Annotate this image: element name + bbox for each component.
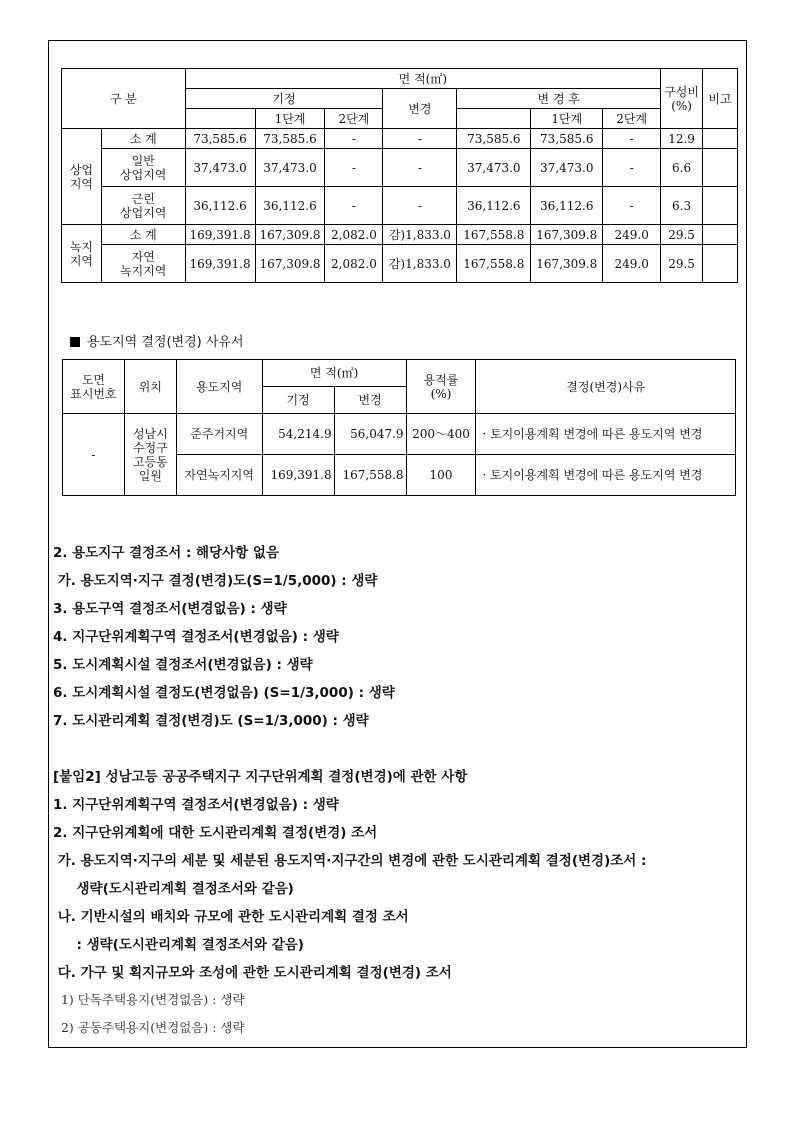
cell-existing: 54,214.9 [262, 414, 334, 455]
header-far: 용적률 (%) [406, 360, 476, 414]
cell-change: 56,047.9 [334, 414, 406, 455]
cell-after: 167,558.8 [457, 225, 531, 245]
header-map-no: 도면 표시번호 [63, 360, 125, 414]
table-row [62, 245, 738, 283]
text-line: 가. 용도지역·지구 결정(변경)도(S=1/5,000) : 생략 [53, 573, 378, 589]
table-row [62, 225, 738, 245]
cell-stage1: 37,473.0 [255, 149, 325, 187]
cell-change: - [383, 129, 457, 149]
cell-after-stage1: 167,309.8 [531, 245, 603, 283]
section-title [70, 331, 244, 350]
section-title-text: 용도지역 결정(변경) 사유서 [87, 335, 244, 350]
row-label: 근린 상업지역 [101, 187, 185, 225]
cell-after-stage2: 249.0 [603, 245, 661, 283]
cell-stage1: 73,585.6 [255, 129, 325, 149]
header-note: 비고 [703, 69, 738, 129]
cell-ratio: 6.6 [661, 149, 703, 187]
text-line: 다. 가구 및 획지규모와 조성에 관한 도시관리계획 결정(변경) 조서 [53, 965, 452, 981]
text-line: 6. 도시계획시설 결정도(변경없음) (S=1/3,000) : 생략 [53, 685, 395, 701]
group-commercial: 상업 지역 [62, 129, 102, 225]
text-line: 나. 기반시설의 배치와 규모에 관한 도시관리계획 결정 조서 [53, 909, 409, 925]
header-stage2: 2단계 [325, 109, 383, 129]
cell-stage1: 167,309.8 [255, 225, 325, 245]
text-line: 1. 지구단위계획구역 결정조서(변경없음) : 생략 [53, 797, 339, 813]
table-row [62, 187, 738, 225]
table-row [62, 129, 738, 149]
cell-after: 36,112.6 [457, 187, 531, 225]
cell-note [703, 149, 738, 187]
cell-location: 성남시 수정구 고등동 일원 [124, 414, 176, 496]
cell-zone: 준주거지역 [176, 414, 262, 455]
cell-stage2: - [325, 129, 383, 149]
cell-change: - [383, 149, 457, 187]
cell-after-stage1: 167,309.8 [531, 225, 603, 245]
cell-existing: 169,391.8 [185, 245, 255, 283]
cell-reason: · 토지이용계획 변경에 따른 용도지역 변경 [476, 455, 736, 496]
cell-reason: · 토지이용계획 변경에 따른 용도지역 변경 [476, 414, 736, 455]
header-stage1: 1단계 [255, 109, 325, 129]
cell-stage2: 2,082.0 [325, 225, 383, 245]
cell-existing: 37,473.0 [185, 149, 255, 187]
cell-change: 감)1,833.0 [383, 245, 457, 283]
text-line: 2. 지구단위계획에 대한 도시관리계획 결정(변경) 조서 [53, 825, 378, 841]
text-line: 5. 도시계획시설 결정조서(변경없음) : 생략 [53, 657, 313, 673]
header-change: 변경 [334, 387, 406, 414]
cell-map-no: - [63, 414, 125, 496]
text-line: 7. 도시관리계획 결정(변경)도 (S=1/3,000) : 생략 [53, 713, 369, 729]
cell-after: 167,558.8 [457, 245, 531, 283]
header-change: 변경 [383, 89, 457, 129]
cell-far: 200～400 [406, 414, 476, 455]
square-bullet-icon [70, 337, 80, 347]
row-label: 일반 상업지역 [101, 149, 185, 187]
text-line: 생략(도시관리계획 결정조서와 같음) [53, 881, 294, 897]
cell-after-stage1: 37,473.0 [531, 149, 603, 187]
cell-change: - [383, 187, 457, 225]
cell-note [703, 245, 738, 283]
header-stage2: 2단계 [603, 109, 661, 129]
cell-zone: 자연녹지지역 [176, 455, 262, 496]
cell-stage1: 36,112.6 [255, 187, 325, 225]
text-line: [붙임2] 성남고등 공공주택지구 지구단위계획 결정(변경)에 관한 사항 [53, 769, 468, 785]
header-existing: 기정 [185, 89, 383, 109]
cell-stage2: - [325, 187, 383, 225]
cell-after-stage2: - [603, 149, 661, 187]
header-location: 위치 [124, 360, 176, 414]
cell-change: 감)1,833.0 [383, 225, 457, 245]
reason-table [62, 359, 736, 496]
text-line: 3. 용도구역 결정조서(변경없음) : 생략 [53, 601, 287, 617]
header-area: 면 적(㎡) [185, 69, 661, 89]
cell-note [703, 225, 738, 245]
cell-after: 37,473.0 [457, 149, 531, 187]
cell-existing: 73,585.6 [185, 129, 255, 149]
header-blank [185, 109, 255, 129]
cell-after-stage1: 36,112.6 [531, 187, 603, 225]
table-row [63, 414, 736, 455]
header-reason: 결정(변경)사유 [476, 360, 736, 414]
header-gubun: 구 분 [62, 69, 186, 129]
cell-ratio: 29.5 [661, 245, 703, 283]
text-line: : 생략(도시관리계획 결정조서와 같음) [53, 937, 304, 953]
header-after: 변 경 후 [457, 89, 661, 109]
group-green: 녹지 지역 [62, 225, 102, 283]
header-area: 면 적(㎡) [262, 360, 406, 387]
header-existing: 기정 [262, 387, 334, 414]
cell-after-stage2: 249.0 [603, 225, 661, 245]
row-label: 소 계 [101, 225, 185, 245]
cell-after-stage2: - [603, 129, 661, 149]
area-table [61, 68, 738, 283]
cell-ratio: 6.3 [661, 187, 703, 225]
row-label: 소 계 [101, 129, 185, 149]
row-label: 자연 녹지지역 [101, 245, 185, 283]
cell-existing: 169,391.8 [185, 225, 255, 245]
cell-after-stage2: - [603, 187, 661, 225]
cell-stage1: 167,309.8 [255, 245, 325, 283]
header-zone: 용도지역 [176, 360, 262, 414]
cell-stage2: 2,082.0 [325, 245, 383, 283]
cell-ratio: 29.5 [661, 225, 703, 245]
cell-after-stage1: 73,585.6 [531, 129, 603, 149]
cell-change: 167,558.8 [334, 455, 406, 496]
text-line: 가. 용도지역·지구의 세분 및 세분된 용도지역·지구간의 변경에 관한 도시관리계획 결정(변경)조서 : [53, 853, 647, 869]
table-row [62, 149, 738, 187]
cell-note [703, 129, 738, 149]
cell-note [703, 187, 738, 225]
text-line: 2) 공동주택용지(변경없음) : 생략 [53, 1020, 245, 1035]
cell-existing: 169,391.8 [262, 455, 334, 496]
header-blank [457, 109, 531, 129]
text-line: 1) 단독주택용지(변경없음) : 생략 [53, 992, 245, 1007]
cell-stage2: - [325, 149, 383, 187]
text-line: 4. 지구단위계획구역 결정조서(변경없음) : 생략 [53, 629, 339, 645]
header-ratio: 구성비 (%) [661, 69, 703, 129]
cell-far: 100 [406, 455, 476, 496]
header-stage1: 1단계 [531, 109, 603, 129]
text-line: 2. 용도지구 결정조서 : 해당사항 없음 [53, 545, 279, 561]
cell-existing: 36,112.6 [185, 187, 255, 225]
cell-after: 73,585.6 [457, 129, 531, 149]
cell-ratio: 12.9 [661, 129, 703, 149]
